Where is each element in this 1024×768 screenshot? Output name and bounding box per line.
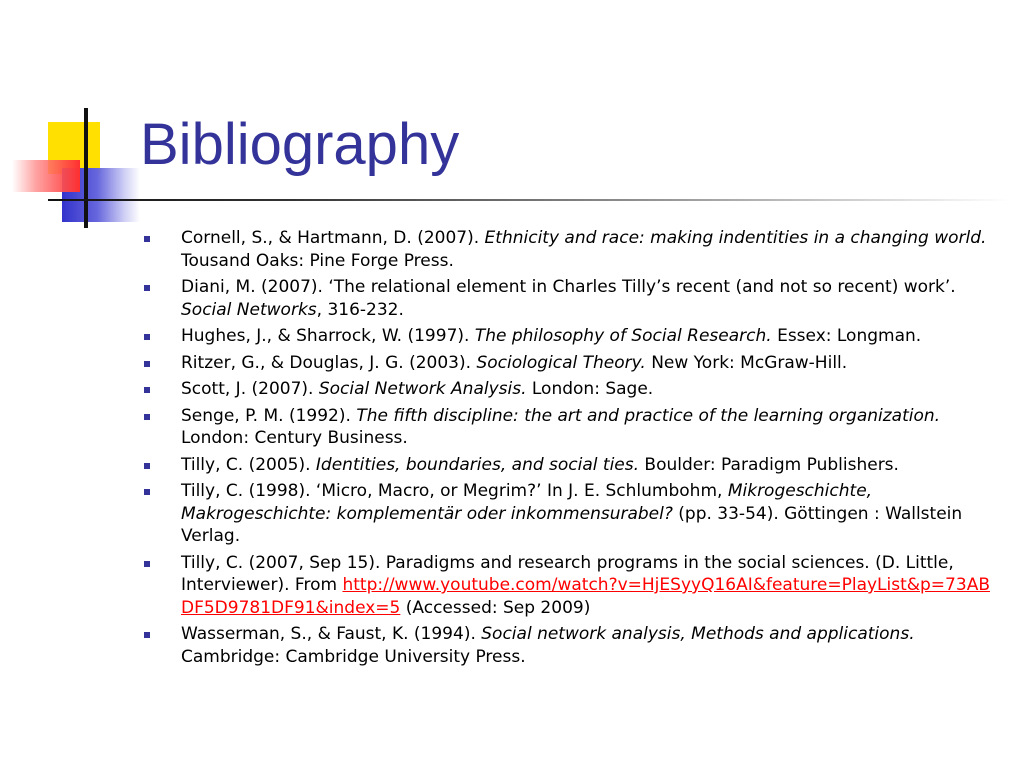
ref-publisher: New York: McGraw-Hill. — [645, 352, 848, 373]
ref-title: The fifth discipline: the art and practice of the learning organization. — [356, 405, 941, 426]
ref-publisher: London: Sage. — [526, 379, 654, 399]
ref-text: Hughes, J., & Sharrock, W. (1997). — [181, 326, 475, 346]
bib-entry-cornell — [142, 227, 994, 272]
ref-text: Senge, P. M. (1992). — [181, 405, 357, 426]
ref-publisher: Tousand Oaks: Pine Forge Press. — [181, 250, 454, 271]
ref-publisher: London: Century Business. — [181, 428, 408, 448]
ref-title: Social Network Analysis. — [318, 379, 527, 399]
ref-accessed: (Accessed: Sep 2009) — [400, 597, 591, 618]
ref-text: Diani, M. (2007). ‘The relational element in Charles Tilly’s recent (and not so recent) work’. — [181, 277, 956, 297]
bib-entry-wasserman — [142, 623, 994, 668]
ref-text: Scott, J. (2007). — [181, 379, 319, 399]
ref-title: Social Networks — [181, 299, 317, 320]
decor-red-gradient-bar — [12, 160, 80, 192]
bibliography-list — [142, 227, 994, 672]
bib-entry-hughes — [142, 325, 994, 348]
bib-entry-tilly-2007 — [142, 552, 994, 620]
ref-text: Ritzer, G., & Douglas, J. G. (2003). — [181, 352, 477, 373]
bib-entry-scott — [142, 378, 994, 401]
ref-publisher: Cambridge: Cambridge University Press. — [181, 646, 526, 667]
bib-entry-tilly-2005 — [142, 454, 994, 477]
title-underline-rule — [48, 199, 1010, 201]
ref-publisher: Boulder: Paradigm Publishers. — [639, 454, 899, 475]
ref-title: Sociological Theory. — [476, 352, 646, 373]
ref-title: Identities, boundaries, and social ties. — [315, 454, 640, 475]
ref-text: Tilly, C. (1998). ‘Micro, Macro, or Megrim?’ In J. E. Schlumbohm, — [181, 481, 728, 501]
youtube-link[interactable]: http://www.youtube.com/watch?v=HjESyyQ16AI&feature=PlayList&p=73ABDF5D9781DF91&index=5 — [181, 575, 990, 618]
ref-title: Social network analysis, Methods and applications. — [481, 624, 915, 644]
bib-entry-ritzer — [142, 352, 994, 375]
ref-title: The philosophy of Social Research. — [474, 326, 772, 346]
ref-publisher: (pp. 33-54). Göttingen : Wallstein Verlag. — [181, 503, 963, 546]
ref-title: Ethnicity and race: making indentities in a changing world. — [484, 228, 987, 248]
ref-text: Cornell, S., & Hartmann, D. (2007). — [181, 228, 485, 248]
ref-publisher: Essex: Longman. — [771, 326, 922, 346]
ref-publisher: , 316-232. — [316, 299, 404, 320]
bib-entry-tilly-1998 — [142, 480, 994, 548]
ref-text: Wasserman, S., & Faust, K. (1994). — [181, 624, 482, 644]
bib-entry-senge — [142, 405, 994, 450]
decor-vertical-line — [84, 108, 88, 228]
ref-title: Mikrogeschichte, Makrogeschichte: komplementär oder inkommensurabel? — [181, 481, 873, 524]
ref-text: Tilly, C. (2007, Sep 15). Paradigms and research programs in the social sciences. (D. Little, Interviewer). From — [181, 552, 954, 595]
ref-text: Tilly, C. (2005). — [181, 454, 316, 475]
slide-title: Bibliography — [140, 112, 460, 177]
bib-entry-diani — [142, 276, 994, 321]
